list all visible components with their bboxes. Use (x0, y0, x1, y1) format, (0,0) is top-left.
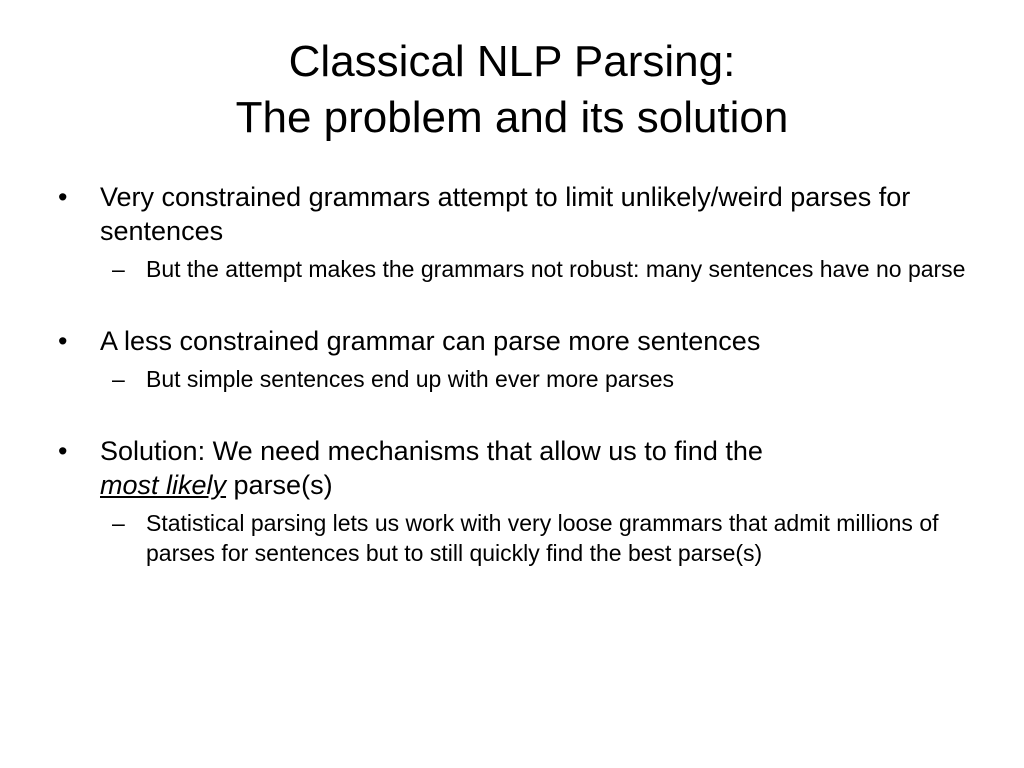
title-line-2: The problem and its solution (235, 93, 789, 142)
bullet-text: Very constrained grammars attempt to limit unlikely/weird parses for sentences (100, 182, 911, 246)
sub-bullet-text: But the attempt makes the grammars not robust: many sentences have no parse (146, 256, 966, 282)
bullet-text-after: parse(s) (226, 470, 333, 500)
title-line-1: Classical NLP Parsing: (288, 37, 736, 86)
bullet-item (58, 180, 978, 248)
sub-bullet-item (100, 364, 978, 394)
sub-bullet-text: Statistical parsing lets us work with very loose grammars that admit millions of parses for sentences but to still quickly find the best parse(s) (146, 510, 939, 566)
sub-bullet-text: But simple sentences end up with ever more parses (146, 366, 674, 392)
bullet-text: A less constrained grammar can parse more sentences (100, 326, 761, 356)
sub-bullet-marker: – (112, 256, 125, 282)
bullet-marker: • (58, 436, 68, 466)
sub-bullet-item (100, 254, 978, 284)
emphasis-text: most likely (100, 470, 227, 500)
sub-bullet-item (100, 508, 978, 568)
bullet-list (58, 180, 978, 568)
sub-bullet-marker: – (112, 510, 125, 536)
bullet-marker: • (58, 182, 68, 212)
bullet-item (58, 324, 978, 358)
bullet-text-before: Solution: We need mechanisms that allow us to find the (100, 436, 763, 466)
bullet-item (58, 434, 978, 502)
sub-bullet-marker: – (112, 366, 125, 392)
bullet-marker: • (58, 326, 68, 356)
slide-title (60, 34, 964, 146)
